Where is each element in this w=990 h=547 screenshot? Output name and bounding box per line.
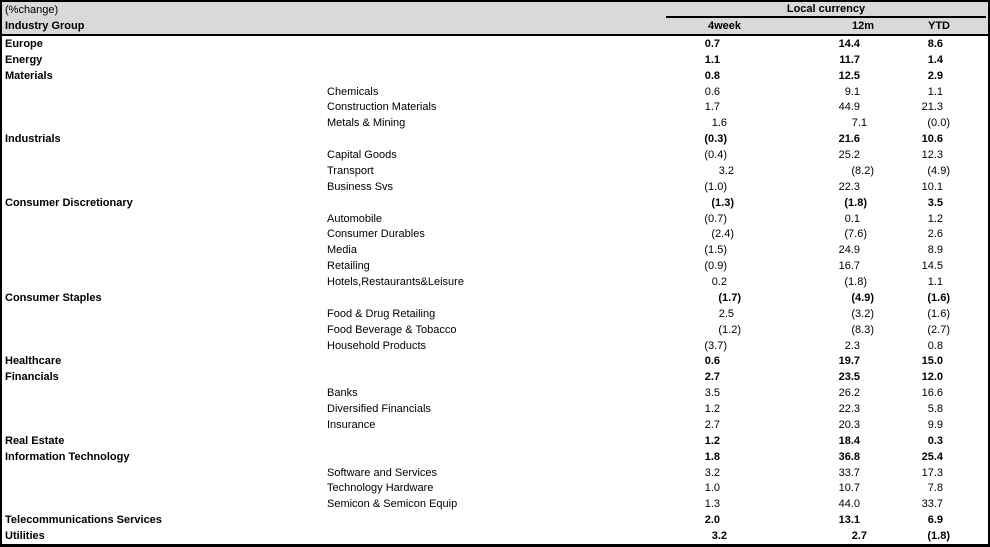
row-label: Europe xyxy=(5,37,43,50)
table-row xyxy=(2,417,988,433)
value-cell: (3.7) xyxy=(704,339,727,352)
value-cell: 0.2 xyxy=(711,276,727,289)
value-cell: 1.3 xyxy=(704,498,720,511)
row-label: Industrials xyxy=(5,133,61,146)
table-row xyxy=(2,100,988,116)
value-cell: 25.2 xyxy=(838,149,860,162)
value-cell: 3.2 xyxy=(718,164,734,177)
value-cell: (0.3) xyxy=(704,133,727,146)
value-cell: 19.7 xyxy=(838,355,860,368)
value-cell: 1.7 xyxy=(704,101,720,114)
row-label: Consumer Durables xyxy=(327,228,425,241)
table-body xyxy=(2,36,988,544)
value-cell: 8.6 xyxy=(927,37,943,50)
value-cell: 21.3 xyxy=(921,101,943,114)
table-header xyxy=(2,2,988,36)
row-label: Media xyxy=(327,244,357,257)
value-cell: 14.4 xyxy=(838,37,860,50)
row-label: Transport xyxy=(327,164,374,177)
value-cell: 1.6 xyxy=(711,117,727,130)
value-cell: 1.2 xyxy=(704,434,720,447)
value-cell: 0.6 xyxy=(704,85,720,98)
row-label: Diversified Financials xyxy=(327,403,431,416)
value-cell: 1.2 xyxy=(927,212,943,225)
table-row xyxy=(2,179,988,195)
value-cell: 2.9 xyxy=(927,69,943,82)
value-cell: 2.7 xyxy=(851,530,867,543)
table-row xyxy=(2,242,988,258)
table-row xyxy=(2,36,988,52)
value-cell: (4.9) xyxy=(927,164,950,177)
value-cell: 6.9 xyxy=(927,514,943,527)
row-label: Consumer Discretionary xyxy=(5,196,133,209)
row-label: Automobile xyxy=(327,212,383,225)
column-header-industry-group: Industry Group xyxy=(5,20,85,32)
value-cell: 26.2 xyxy=(838,387,860,400)
row-label: Utilities xyxy=(5,530,45,543)
row-label: Food & Drug Retailing xyxy=(327,307,436,320)
row-label: Metals & Mining xyxy=(327,117,406,130)
value-cell: 9.9 xyxy=(927,418,943,431)
row-label: Energy xyxy=(5,53,43,66)
value-cell: (0.4) xyxy=(704,149,727,162)
value-cell: (1.2) xyxy=(718,323,741,336)
table-row xyxy=(2,322,988,338)
table-row xyxy=(2,512,988,528)
value-cell: 1.1 xyxy=(704,53,720,66)
table-row xyxy=(2,306,988,322)
row-label: Chemicals xyxy=(327,85,379,98)
value-cell: (1.8) xyxy=(844,276,867,289)
value-cell: 0.7 xyxy=(704,37,720,50)
value-cell: 20.3 xyxy=(838,418,860,431)
header-row-currency xyxy=(2,2,988,18)
value-cell: 7.1 xyxy=(851,117,867,130)
value-cell: 22.3 xyxy=(838,403,860,416)
value-cell: 2.0 xyxy=(704,514,720,527)
value-cell: 16.6 xyxy=(921,387,943,400)
value-cell: 1.4 xyxy=(927,53,943,66)
value-cell: 2.7 xyxy=(704,418,720,431)
row-label: Software and Services xyxy=(327,466,438,479)
value-cell: (1.6) xyxy=(927,291,950,304)
value-cell: 2.6 xyxy=(927,228,943,241)
table-row xyxy=(2,369,988,385)
table-row xyxy=(2,211,988,227)
value-cell: 11.7 xyxy=(839,53,860,66)
table-row xyxy=(2,385,988,401)
value-cell: 0.3 xyxy=(927,434,943,447)
value-cell: 1.1 xyxy=(927,85,943,98)
value-cell: 8.9 xyxy=(927,244,943,257)
row-label: Financials xyxy=(5,371,59,384)
value-cell: 15.0 xyxy=(921,355,943,368)
table-row xyxy=(2,465,988,481)
value-cell: 0.6 xyxy=(704,355,720,368)
value-cell: 44.0 xyxy=(838,498,860,511)
value-cell: 9.1 xyxy=(844,85,860,98)
table-row xyxy=(2,290,988,306)
value-cell: (2.4) xyxy=(711,228,734,241)
row-label: Capital Goods xyxy=(327,149,397,162)
value-cell: (1.8) xyxy=(844,196,867,209)
value-cell: 0.8 xyxy=(704,69,720,82)
value-cell: 3.2 xyxy=(711,530,727,543)
row-label: Information Technology xyxy=(5,450,130,463)
row-label: Banks xyxy=(327,387,358,400)
row-label: Consumer Staples xyxy=(5,291,102,304)
value-cell: 21.6 xyxy=(838,133,860,146)
row-label: Food Beverage & Tobacco xyxy=(327,323,457,336)
table-row xyxy=(2,496,988,512)
value-cell: 0.8 xyxy=(927,339,943,352)
unit-label: (%change) xyxy=(5,4,59,16)
row-label: Business Svs xyxy=(327,180,394,193)
table-row xyxy=(2,84,988,100)
row-label: Technology Hardware xyxy=(327,482,434,495)
value-cell: 16.7 xyxy=(838,260,860,273)
table-row xyxy=(2,52,988,68)
value-cell: 44.9 xyxy=(838,101,860,114)
row-label: Hotels,Restaurants&Leisure xyxy=(327,276,464,289)
value-cell: 5.8 xyxy=(927,403,943,416)
value-cell: 36.8 xyxy=(838,450,860,463)
value-cell: 1.8 xyxy=(704,450,720,463)
header-row-columns xyxy=(2,18,988,34)
value-cell: 2.7 xyxy=(704,371,720,384)
value-cell: 2.3 xyxy=(844,339,860,352)
table-row xyxy=(2,354,988,370)
table-row xyxy=(2,401,988,417)
table-row xyxy=(2,115,988,131)
value-cell: (1.3) xyxy=(711,196,734,209)
value-cell: (0.7) xyxy=(704,212,727,225)
value-cell: (7.6) xyxy=(844,228,867,241)
value-cell: 10.7 xyxy=(838,482,860,495)
table-row xyxy=(2,147,988,163)
table-row xyxy=(2,433,988,449)
value-cell: 33.7 xyxy=(838,466,860,479)
value-cell: (3.2) xyxy=(851,307,874,320)
value-cell: (1.6) xyxy=(927,307,950,320)
value-cell: 0.1 xyxy=(844,212,860,225)
table-row xyxy=(2,338,988,354)
row-label: Retailing xyxy=(327,260,370,273)
value-cell: 10.6 xyxy=(921,133,943,146)
row-label: Semicon & Semicon Equip xyxy=(327,498,458,511)
value-cell: 25.4 xyxy=(921,450,943,463)
table-row xyxy=(2,131,988,147)
row-label: Construction Materials xyxy=(327,101,437,114)
table-row xyxy=(2,195,988,211)
value-cell: 23.5 xyxy=(838,371,860,384)
value-cell: 24.9 xyxy=(838,244,860,257)
value-cell: (2.7) xyxy=(927,323,950,336)
value-cell: 14.5 xyxy=(921,260,943,273)
value-cell: 7.8 xyxy=(927,482,943,495)
value-cell: 2.5 xyxy=(718,307,734,320)
table-row xyxy=(2,227,988,243)
column-header-ytd: YTD xyxy=(928,20,950,32)
value-cell: 22.3 xyxy=(838,180,860,193)
value-cell: (0.0) xyxy=(927,117,950,130)
value-cell: 33.7 xyxy=(921,498,943,511)
table-row xyxy=(2,528,988,544)
currency-group-label: Local currency xyxy=(666,2,986,18)
value-cell: 17.3 xyxy=(921,466,943,479)
value-cell: 3.5 xyxy=(704,387,720,400)
row-label: Household Products xyxy=(327,339,427,352)
row-label: Insurance xyxy=(327,418,376,431)
column-header-12m: 12m xyxy=(851,20,874,32)
value-cell: (8.2) xyxy=(851,164,874,177)
table-row xyxy=(2,258,988,274)
value-cell: (8.3) xyxy=(851,323,874,336)
column-header-4week: 4week xyxy=(707,20,741,32)
value-cell: 1.2 xyxy=(704,403,720,416)
value-cell: 3.5 xyxy=(927,196,943,209)
value-cell: 1.0 xyxy=(704,482,720,495)
table-row xyxy=(2,274,988,290)
value-cell: 12.0 xyxy=(921,371,943,384)
row-label: Real Estate xyxy=(5,434,65,447)
value-cell: 12.3 xyxy=(921,149,943,162)
value-cell: (1.7) xyxy=(718,291,741,304)
table-row xyxy=(2,68,988,84)
row-label: Telecommunications Services xyxy=(5,514,162,527)
value-cell: (0.9) xyxy=(704,260,727,273)
value-cell: 13.1 xyxy=(838,514,860,527)
value-cell: 12.5 xyxy=(838,69,860,82)
value-cell: 1.1 xyxy=(927,276,943,289)
value-cell: 3.2 xyxy=(704,466,720,479)
row-label: Healthcare xyxy=(5,355,62,368)
value-cell: 10.1 xyxy=(921,180,943,193)
table-row xyxy=(2,481,988,497)
value-cell: (1.0) xyxy=(704,180,727,193)
value-cell: (1.8) xyxy=(927,530,950,543)
value-cell: (1.5) xyxy=(704,244,727,257)
value-cell: 18.4 xyxy=(838,434,860,447)
table-row xyxy=(2,163,988,179)
table-row xyxy=(2,449,988,465)
value-cell: (4.9) xyxy=(851,291,874,304)
row-label: Materials xyxy=(5,69,53,82)
